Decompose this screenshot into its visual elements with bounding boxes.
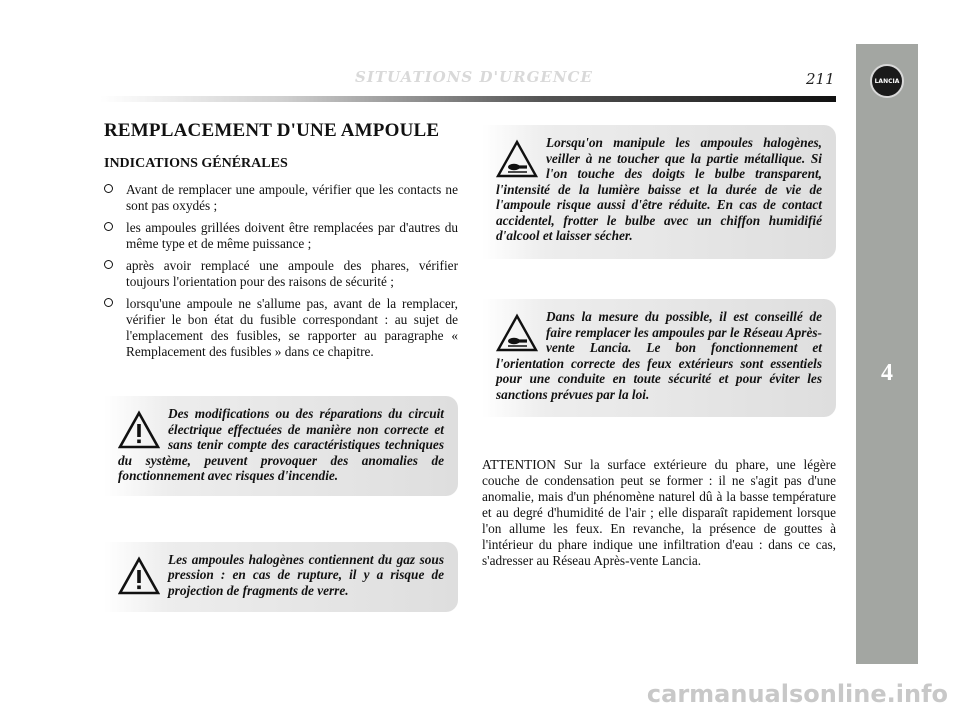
list-item-text: les ampoules grillées doivent être remplacées par d'autres du même type et de même puissance ; (126, 220, 458, 251)
lamp-caution-icon (496, 139, 538, 179)
left-column (104, 120, 458, 612)
header-rule (100, 96, 836, 102)
bullet-circle-icon (104, 298, 113, 307)
warning-box (482, 125, 836, 259)
header-title: SITUATIONS D'URGENCE (355, 68, 593, 86)
page-number: 211 (806, 70, 835, 88)
list-item-text: Avant de remplacer une ampoule, vérifier que les contacts ne sont pas oxydés ; (126, 182, 458, 213)
chapter-tab (856, 44, 918, 664)
section-title: REMPLACEMENT D'UNE AMPOULE (104, 120, 440, 141)
logo-text: LANCIA (874, 78, 900, 85)
warning-text: Les ampoules halogènes contiennent du gaz sous pression : en cas de rupture, il y a risque de projection de fragments de verre. (168, 551, 444, 598)
list-item (104, 220, 458, 252)
footer-watermark: carmanualsonline.info (646, 680, 948, 708)
list-item (104, 296, 458, 360)
list-item (104, 182, 458, 214)
warning-triangle-icon (118, 556, 160, 596)
bullet-circle-icon (104, 184, 113, 193)
warning-text: Des modifications ou des réparations du circuit électrique effectuées de manière non correcte et sans tenir compte des caractéristiques techniques du système, peuvent provoquer des anomalies de fonctionnement avec risques d'incendie. (118, 406, 444, 483)
bullet-list (104, 182, 458, 360)
warning-text: Lorsqu'on manipule les ampoules halogènes, veiller à ne toucher que la partie métallique. Si l'on touche des doigts le bulbe transparent, l'intensité de la lumière baisse et la durée de vie de l'ampoule risque aussi d'être réduite. En cas de contact accidentel, frotter le bulbe avec un chiffon humidifié d'alcool et laisser sécher. (496, 135, 822, 243)
warning-box (104, 396, 458, 496)
warning-text: Dans la mesure du possible, il est conseillé de faire remplacer les ampoules par le Réseau Après-vente Lancia. Le bon fonctionnement et l'orientation correcte des feux extérieurs sont essentiels pour une conduite en toute sécurité et pour éviter les sanctions prévues par la loi. (496, 309, 822, 402)
list-item (104, 258, 458, 290)
lancia-logo-icon (870, 64, 904, 98)
warning-box (482, 299, 836, 417)
bullet-circle-icon (104, 260, 113, 269)
subsection-title: INDICATIONS GÉNÉRALES (104, 156, 288, 171)
warning-triangle-icon (118, 410, 160, 450)
list-item-text: après avoir remplacé une ampoule des phares, vérifier toujours l'orientation pour des raisons de sécurité ; (126, 258, 458, 289)
chapter-number: 4 (881, 360, 893, 386)
lamp-caution-icon (496, 313, 538, 353)
attention-paragraph: ATTENTION Sur la surface extérieure du phare, une légère couche de condensation peut se former : il ne s'agit pas d'une anomalie, mais d'un phénomène naturel dû à la basse température et au degré d'humidité de l'air ; elle disparaît rapidement lorsque l'on allume les feux. En revanche, la présence de gouttes à l'intérieur du phare indique une infiltration d'eau : dans ce cas, s'adresser au Réseau Après-vente Lancia. (482, 457, 836, 568)
bullet-circle-icon (104, 222, 113, 231)
warning-box (104, 542, 458, 612)
right-column (482, 125, 836, 569)
list-item-text: lorsqu'une ampoule ne s'allume pas, avant de la remplacer, vérifier le bon état du fusible correspondant : au sujet de l'emplacement des fusibles, se rapporter au paragraphe « Remplacement des fusibles » dans ce chapitre. (126, 296, 458, 359)
